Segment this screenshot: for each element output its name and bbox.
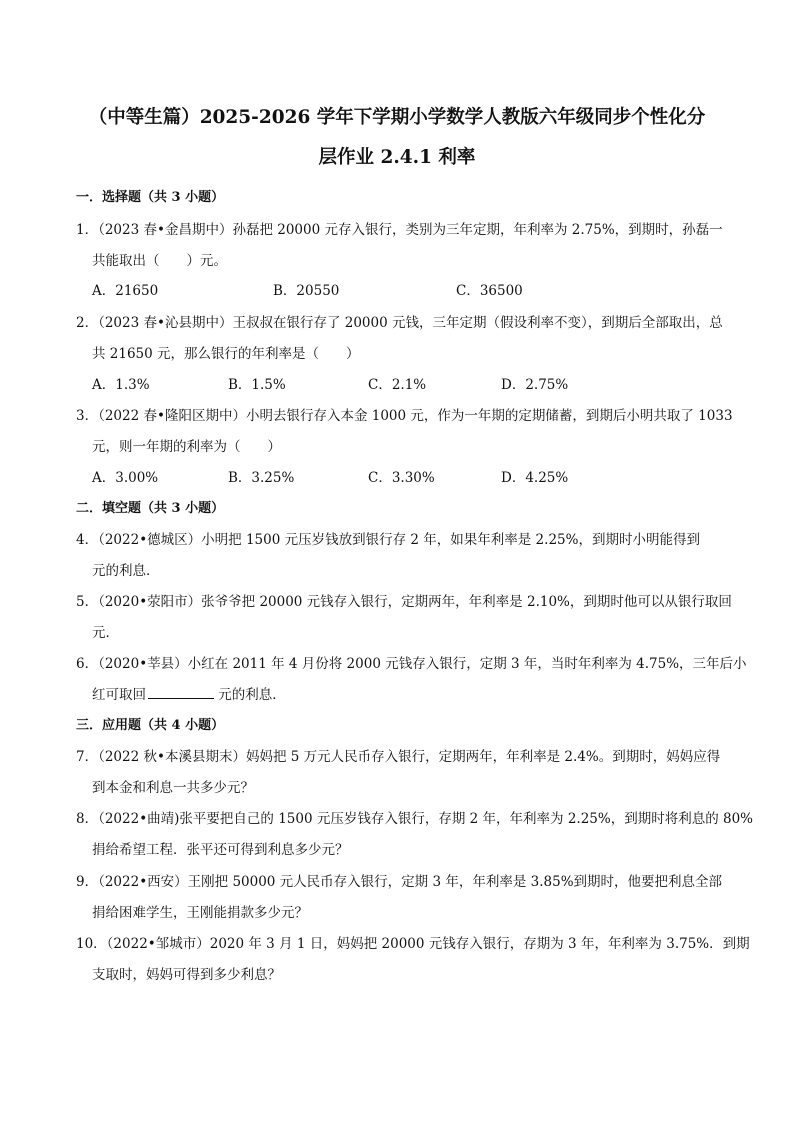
question-2-option-d: D．2.75% (501, 377, 569, 393)
question-3-option-a: A．3.00% (92, 470, 159, 486)
section-heading-fill-blank: 二．填空题（共 3 小题） (76, 501, 225, 516)
question-1-option-b: B．20550 (273, 283, 340, 299)
question-2-line1: 2．（2023 春•沁县期中）王叔叔在银行存了 20000 元钱，三年定期（假设利率不变），到期后全部取出，总 (76, 315, 723, 331)
question-2-option-a: A．1.3% (92, 377, 150, 393)
question-2-option-b: B．1.5% (228, 377, 286, 393)
question-2-line2: 共 21650 元，那么银行的年利率是（ ） (92, 346, 360, 362)
question-1-line1: 1．（2023 春•金昌期中）孙磊把 20000 元存入银行，类别为三年定期，年利率为 2.75%，到期时，孙磊一 (76, 222, 723, 238)
question-3-line1: 3．（2022 春•隆阳区期中）小明去银行存入本金 1000 元，作为一年期的定期储蓄，到期后小明共取了 1033 (76, 408, 733, 424)
question-8-line2: 捐给希望工程．张平还可得到利息多少元？ (92, 842, 349, 858)
answer-blank[interactable] (148, 686, 214, 699)
question-5-line1: 5．（2020•荥阳市）张爷爷把 20000 元钱存入银行，定期两年，年利率是 2.10%，到期时他可以从银行取回 (76, 594, 732, 610)
question-3-option-b: B．3.25% (228, 470, 295, 486)
question-6-line2-prefix: 红可取回 (92, 687, 146, 703)
question-5-line2: 元． (92, 625, 119, 641)
section-heading-choice: 一．选择题（共 3 小题） (76, 190, 225, 205)
question-9-line2: 捐给困难学生，王刚能捐款多少元？ (92, 905, 308, 921)
question-1-option-c: C．36500 (456, 283, 523, 299)
question-10-line2: 支取时，妈妈可得到多少利息？ (92, 967, 281, 983)
section-heading-application: 三．应用题（共 4 小题） (76, 718, 225, 733)
question-8-line1: 8．（2022•曲靖)张平要把自己的 1500 元压岁钱存入银行，存期 2 年，年利率为 2.25%，到期时将利息的 80% (76, 811, 754, 827)
document-title-line1: （中等生篇）2025-2026 学年下学期小学数学人教版六年级同步个性化分 (88, 107, 706, 128)
question-6-line2-suffix: 元的利息． (214, 687, 286, 703)
question-3-option-d: D．4.25% (501, 470, 569, 486)
question-2-option-c: C．2.1% (368, 377, 427, 393)
question-4-line2: 元的利息． (92, 563, 160, 579)
question-1-option-a: A．21650 (92, 283, 159, 299)
question-3-line2: 元，则一年期的利率为（ ） (92, 439, 281, 455)
question-10-line1: 10．（2022•邹城市）2020 年 3 月 1 日，妈妈把 20000 元钱存入银行，存期为 3 年，年利率为 3.75%．到期 (76, 936, 750, 952)
question-3-option-c: C．3.30% (368, 470, 435, 486)
question-6-line1: 6．（2020•莘县）小红在 2011 年 4 月份将 2000 元钱存入银行，定期 3 年，当时年利率为 4.75%，三年后小 (76, 656, 747, 672)
question-7-line2: 到本金和利息一共多少元？ (92, 780, 254, 796)
document-title-line2: 层作业 2.4.1 利率 (318, 147, 476, 168)
question-9-line1: 9．（2022•西安）王刚把 50000 元人民币存入银行，定期 3 年，年利率是 3.85%到期时，他要把利息全部 (76, 874, 723, 890)
question-4-line1: 4．（2022•德城区）小明把 1500 元压岁钱放到银行存 2 年，如果年利率是 2.25%，到期时小明能得到 (76, 532, 700, 548)
question-1-line2: 共能取出（ ）元。 (92, 253, 227, 269)
question-6-line2 (92, 683, 286, 703)
question-7-line1: 7．（2022 秋•本溪县期末）妈妈把 5 万元人民币存入银行，定期两年，年利率是 2.4%。到期时，妈妈应得 (76, 749, 721, 765)
